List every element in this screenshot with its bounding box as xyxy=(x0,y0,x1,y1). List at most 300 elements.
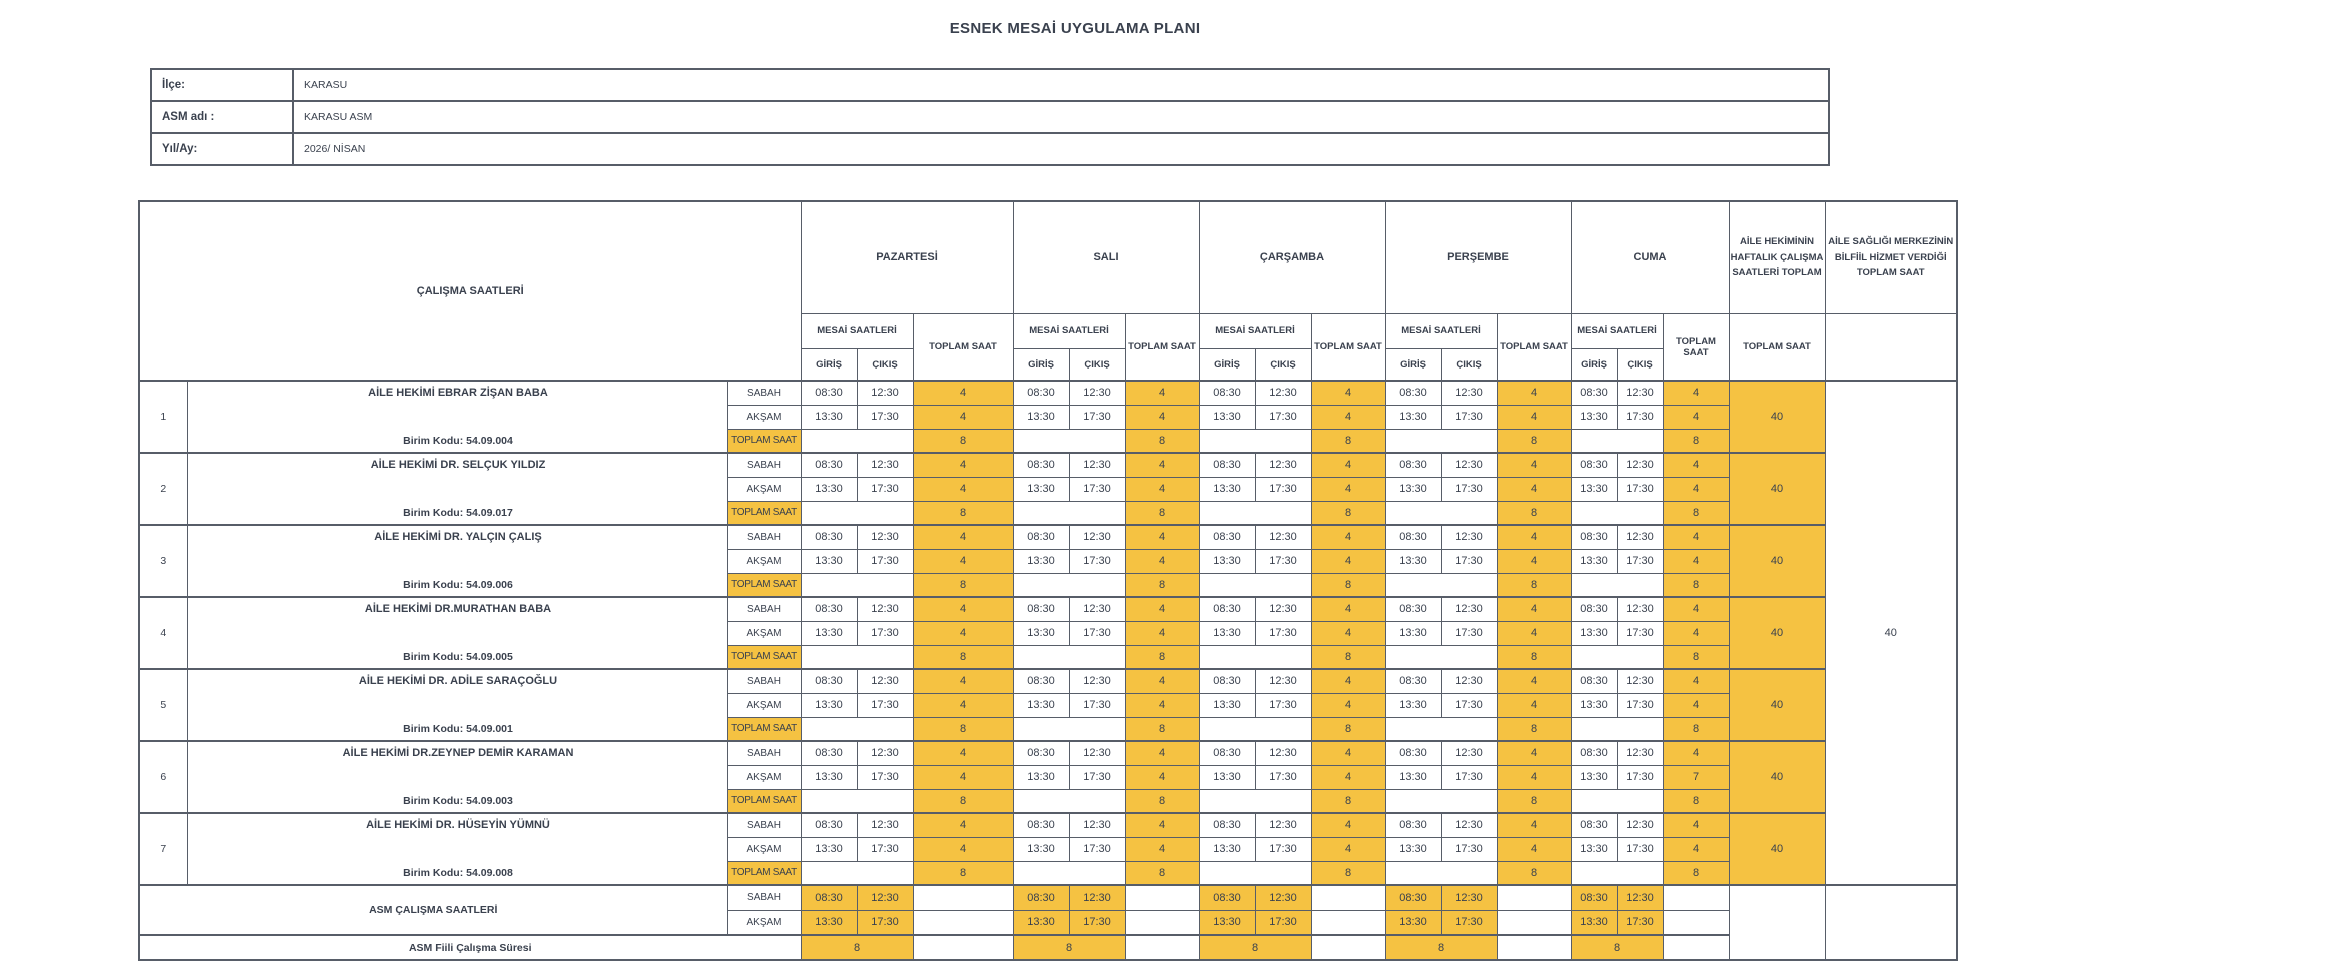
aksam-total-cell: 4 xyxy=(1663,621,1729,645)
sabah-total-cell: 4 xyxy=(1497,381,1571,405)
shift-label-aksam: AKŞAM xyxy=(727,837,801,861)
day-total-cell: 8 xyxy=(1497,573,1571,597)
aksam-total-cell: 4 xyxy=(1311,549,1385,573)
toplam-header-pazartesi: TOPLAM SAAT xyxy=(913,313,1013,381)
day-total-cell: 8 xyxy=(1125,645,1199,669)
aksam-giris-cell: 13:30 xyxy=(801,477,857,501)
empty-cell xyxy=(913,935,1013,960)
sabah-giris-cell: 08:30 xyxy=(801,381,857,405)
day-total-cell: 8 xyxy=(1311,861,1385,885)
info-value-asm-adi: KARASU ASM xyxy=(293,101,1829,133)
day-total-cell: 8 xyxy=(1497,429,1571,453)
doctor-name: AİLE HEKİMİ DR. SELÇUK YILDIZ xyxy=(370,459,546,471)
aksam-giris-cell: 13:30 xyxy=(1199,477,1255,501)
aksam-cikis-cell: 17:30 xyxy=(857,477,913,501)
sabah-giris-cell: 08:30 xyxy=(1571,669,1617,693)
empty-cell xyxy=(1571,789,1663,813)
shift-label-aksam: AKŞAM xyxy=(727,693,801,717)
sabah-total-cell: 4 xyxy=(1497,813,1571,837)
aksam-cikis-cell: 17:30 xyxy=(857,405,913,429)
aksam-total-cell: 4 xyxy=(913,621,1013,645)
asm-sabah-cikis-cell: 12:30 xyxy=(1441,885,1497,910)
shift-label-sabah: SABAH xyxy=(727,741,801,765)
day-total-cell: 8 xyxy=(1311,717,1385,741)
empty-cell xyxy=(1385,429,1497,453)
sabah-giris-cell: 08:30 xyxy=(1199,453,1255,477)
sabah-cikis-cell: 12:30 xyxy=(857,597,913,621)
sabah-giris-cell: 08:30 xyxy=(1013,525,1069,549)
sabah-cikis-cell: 12:30 xyxy=(1069,741,1125,765)
sabah-giris-cell: 08:30 xyxy=(1571,381,1617,405)
sabah-total-cell: 4 xyxy=(1497,669,1571,693)
aksam-total-cell: 4 xyxy=(1663,837,1729,861)
aksam-total-cell: 4 xyxy=(1311,693,1385,717)
info-row-ilce xyxy=(151,69,1829,101)
sabah-giris-cell: 08:30 xyxy=(1571,453,1617,477)
aksam-giris-cell: 13:30 xyxy=(1571,549,1617,573)
sabah-cikis-cell: 12:30 xyxy=(1255,597,1311,621)
aksam-total-cell: 4 xyxy=(1125,477,1199,501)
toplam-header-persembe: TOPLAM SAAT xyxy=(1497,313,1571,381)
day-total-cell: 8 xyxy=(1311,645,1385,669)
sabah-giris-cell: 08:30 xyxy=(801,741,857,765)
empty-cell xyxy=(1311,885,1385,910)
shift-label-toplam: TOPLAM SAAT xyxy=(727,861,801,885)
aksam-total-cell: 4 xyxy=(1497,837,1571,861)
aksam-total-cell: 4 xyxy=(1311,837,1385,861)
info-row-asm-adi xyxy=(151,101,1829,133)
info-label-asm-adi: ASM adı : xyxy=(151,101,293,133)
empty-cell xyxy=(801,573,913,597)
empty-cell xyxy=(1199,789,1311,813)
asm-aksam-giris-cell: 13:30 xyxy=(1571,910,1617,935)
empty-cell xyxy=(1199,645,1311,669)
empty-cell xyxy=(1571,573,1663,597)
sabah-giris-cell: 08:30 xyxy=(1385,813,1441,837)
sabah-cikis-cell: 12:30 xyxy=(1617,525,1663,549)
shift-label-sabah: SABAH xyxy=(727,885,801,910)
sabah-total-cell: 4 xyxy=(1663,525,1729,549)
giris-header: GİRİŞ xyxy=(1199,348,1255,381)
aksam-cikis-cell: 17:30 xyxy=(1441,477,1497,501)
aksam-total-cell: 4 xyxy=(913,765,1013,789)
aksam-cikis-cell: 17:30 xyxy=(1617,837,1663,861)
aksam-total-cell: 4 xyxy=(1497,693,1571,717)
empty-cell xyxy=(913,885,1013,910)
asm-daily-total-cell: 8 xyxy=(1199,935,1311,960)
unit-code: Birim Kodu: 54.09.004 xyxy=(403,435,513,447)
day-total-cell: 8 xyxy=(1663,789,1729,813)
toplam-header-carsamba: TOPLAM SAAT xyxy=(1311,313,1385,381)
sabah-giris-cell: 08:30 xyxy=(801,525,857,549)
day-total-cell: 8 xyxy=(1663,429,1729,453)
doctor-name: AİLE HEKİMİ EBRAR ZİŞAN BABA xyxy=(368,387,548,399)
sabah-cikis-cell: 12:30 xyxy=(1441,669,1497,693)
aksam-cikis-cell: 17:30 xyxy=(1441,693,1497,717)
aksam-total-cell: 4 xyxy=(1125,405,1199,429)
document-title: ESNEK MESAİ UYGULAMA PLANI xyxy=(949,20,1201,37)
empty-cell xyxy=(1497,935,1571,960)
sabah-cikis-cell: 12:30 xyxy=(857,669,913,693)
aksam-giris-cell: 13:30 xyxy=(1199,765,1255,789)
shift-label-aksam: AKŞAM xyxy=(727,765,801,789)
shift-label-aksam: AKŞAM xyxy=(727,549,801,573)
empty-cell xyxy=(1385,789,1497,813)
aksam-cikis-cell: 17:30 xyxy=(857,693,913,717)
sabah-cikis-cell: 12:30 xyxy=(1069,597,1125,621)
aksam-cikis-cell: 17:30 xyxy=(1617,621,1663,645)
aksam-total-cell: 4 xyxy=(1497,549,1571,573)
unit-code: Birim Kodu: 54.09.008 xyxy=(403,867,513,879)
aksam-cikis-cell: 17:30 xyxy=(1617,477,1663,501)
sabah-cikis-cell: 12:30 xyxy=(857,453,913,477)
shift-label-toplam: TOPLAM SAAT xyxy=(727,573,801,597)
sabah-cikis-cell: 12:30 xyxy=(1069,813,1125,837)
asm-aksam-cikis-cell: 17:30 xyxy=(857,910,913,935)
weekly-total-cell: 40 xyxy=(1729,525,1825,597)
doctor-name-cell xyxy=(187,741,727,813)
sabah-giris-cell: 08:30 xyxy=(1199,525,1255,549)
giris-header: GİRİŞ xyxy=(1385,348,1441,381)
doctor-name: AİLE HEKİMİ DR. ADİLE SARAÇOĞLU xyxy=(358,675,558,687)
empty-cell xyxy=(801,501,913,525)
day-total-cell: 8 xyxy=(1125,501,1199,525)
mesai-header-pazartesi: MESAİ SAATLERİ xyxy=(801,313,913,348)
doctor-name-cell xyxy=(187,597,727,669)
day-total-cell: 8 xyxy=(1663,573,1729,597)
sabah-giris-cell: 08:30 xyxy=(1571,741,1617,765)
aksam-cikis-cell: 17:30 xyxy=(1617,549,1663,573)
day-total-cell: 8 xyxy=(1497,861,1571,885)
weekly-total-cell: 40 xyxy=(1729,741,1825,813)
aksam-giris-cell: 13:30 xyxy=(801,405,857,429)
aksam-cikis-cell: 17:30 xyxy=(1255,765,1311,789)
info-row-yil-ay xyxy=(151,133,1829,165)
aksam-cikis-cell: 17:30 xyxy=(1069,693,1125,717)
empty-cell xyxy=(1385,501,1497,525)
sabah-giris-cell: 08:30 xyxy=(1199,741,1255,765)
sabah-giris-cell: 08:30 xyxy=(801,813,857,837)
sabah-total-cell: 4 xyxy=(1125,381,1199,405)
day-total-cell: 8 xyxy=(913,645,1013,669)
sabah-cikis-cell: 12:30 xyxy=(1069,525,1125,549)
shift-label-aksam: AKŞAM xyxy=(727,910,801,935)
asm-row-sabah xyxy=(139,885,1957,910)
weekly-total-cell: 40 xyxy=(1729,813,1825,885)
aksam-giris-cell: 13:30 xyxy=(1571,405,1617,429)
aksam-total-cell: 4 xyxy=(913,693,1013,717)
sabah-total-cell: 4 xyxy=(1663,669,1729,693)
sabah-cikis-cell: 12:30 xyxy=(857,741,913,765)
giris-header: GİRİŞ xyxy=(801,348,857,381)
asm-sabah-giris-cell: 08:30 xyxy=(1013,885,1069,910)
empty-cell xyxy=(1199,861,1311,885)
sabah-cikis-cell: 12:30 xyxy=(1255,381,1311,405)
info-label-yil-ay: Yıl/Ay: xyxy=(151,133,293,165)
sabah-giris-cell: 08:30 xyxy=(801,453,857,477)
shift-label-aksam: AKŞAM xyxy=(727,405,801,429)
sabah-giris-cell: 08:30 xyxy=(1199,597,1255,621)
aksam-total-cell: 4 xyxy=(913,477,1013,501)
aksam-cikis-cell: 17:30 xyxy=(1441,549,1497,573)
aksam-total-cell: 4 xyxy=(913,837,1013,861)
asm-sabah-cikis-cell: 12:30 xyxy=(1069,885,1125,910)
aksam-cikis-cell: 17:30 xyxy=(1441,405,1497,429)
mesai-header-persembe: MESAİ SAATLERİ xyxy=(1385,313,1497,348)
sabah-cikis-cell: 12:30 xyxy=(1617,669,1663,693)
aksam-cikis-cell: 17:30 xyxy=(857,837,913,861)
sabah-total-cell: 4 xyxy=(1125,741,1199,765)
aksam-giris-cell: 13:30 xyxy=(1013,477,1069,501)
doctor-name: AİLE HEKİMİ DR.MURATHAN BABA xyxy=(364,603,552,615)
aksam-giris-cell: 13:30 xyxy=(1571,621,1617,645)
empty-cell xyxy=(1571,861,1663,885)
asm-row-fiili xyxy=(139,935,1957,960)
empty-cell xyxy=(1199,717,1311,741)
asm-aksam-cikis-cell: 17:30 xyxy=(1069,910,1125,935)
sabah-giris-cell: 08:30 xyxy=(1385,669,1441,693)
day-total-cell: 8 xyxy=(1497,645,1571,669)
doctor-name-cell xyxy=(187,669,727,741)
empty-cell xyxy=(1497,885,1571,910)
sabah-giris-cell: 08:30 xyxy=(1013,741,1069,765)
sabah-giris-cell: 08:30 xyxy=(1385,453,1441,477)
asm-aksam-cikis-cell: 17:30 xyxy=(1617,910,1663,935)
doctor-name: AİLE HEKİMİ DR.ZEYNEP DEMİR KARAMAN xyxy=(342,747,574,759)
asm-sabah-giris-cell: 08:30 xyxy=(1571,885,1617,910)
weekly-total-cell: 40 xyxy=(1729,453,1825,525)
sabah-total-cell: 4 xyxy=(1125,813,1199,837)
sabah-total-cell: 4 xyxy=(1663,741,1729,765)
sabah-cikis-cell: 12:30 xyxy=(1069,381,1125,405)
sabah-cikis-cell: 12:30 xyxy=(1069,453,1125,477)
mesai-header-carsamba: MESAİ SAATLERİ xyxy=(1199,313,1311,348)
asm-aksam-giris-cell: 13:30 xyxy=(1199,910,1255,935)
cikis-header: ÇIKIŞ xyxy=(1255,348,1311,381)
asm-sabah-cikis-cell: 12:30 xyxy=(1617,885,1663,910)
empty-cell xyxy=(1125,935,1199,960)
sabah-cikis-cell: 12:30 xyxy=(1069,669,1125,693)
aksam-total-cell: 4 xyxy=(1311,621,1385,645)
sabah-total-cell: 4 xyxy=(1311,597,1385,621)
asm-aksam-cikis-cell: 17:30 xyxy=(1441,910,1497,935)
schedule-table xyxy=(138,200,1958,961)
day-total-cell: 8 xyxy=(1497,789,1571,813)
aksam-total-cell: 4 xyxy=(1663,477,1729,501)
aksam-cikis-cell: 17:30 xyxy=(1069,405,1125,429)
sabah-cikis-cell: 12:30 xyxy=(857,381,913,405)
aksam-total-cell: 4 xyxy=(1311,477,1385,501)
shift-label-sabah: SABAH xyxy=(727,381,801,405)
clinic-weekly-total-cell: 40 xyxy=(1825,381,1957,885)
empty-cell xyxy=(1497,910,1571,935)
sabah-cikis-cell: 12:30 xyxy=(1255,669,1311,693)
clinic-total-empty-subheader xyxy=(1825,313,1957,381)
cikis-header: ÇIKIŞ xyxy=(1617,348,1663,381)
sabah-cikis-cell: 12:30 xyxy=(1617,597,1663,621)
sabah-total-cell: 4 xyxy=(1311,453,1385,477)
doctor-row-sabah xyxy=(139,813,1957,837)
empty-cell xyxy=(1385,861,1497,885)
aksam-cikis-cell: 17:30 xyxy=(1255,477,1311,501)
sabah-total-cell: 4 xyxy=(1311,669,1385,693)
empty-cell xyxy=(1199,573,1311,597)
row-number: 4 xyxy=(139,597,187,669)
unit-code: Birim Kodu: 54.09.006 xyxy=(403,579,513,591)
sabah-cikis-cell: 12:30 xyxy=(1617,453,1663,477)
aksam-giris-cell: 13:30 xyxy=(801,837,857,861)
sabah-giris-cell: 08:30 xyxy=(1571,813,1617,837)
day-header-sali: SALI xyxy=(1013,201,1199,313)
sabah-total-cell: 4 xyxy=(1663,453,1729,477)
day-total-cell: 8 xyxy=(1497,717,1571,741)
doctor-row-sabah xyxy=(139,669,1957,693)
aksam-total-cell: 4 xyxy=(1125,693,1199,717)
weekly-total-cell: 40 xyxy=(1729,381,1825,453)
aksam-giris-cell: 13:30 xyxy=(1571,477,1617,501)
shift-label-toplam: TOPLAM SAAT xyxy=(727,717,801,741)
shift-label-aksam: AKŞAM xyxy=(727,621,801,645)
day-total-cell: 8 xyxy=(913,501,1013,525)
aksam-cikis-cell: 17:30 xyxy=(1255,621,1311,645)
day-header-cuma: CUMA xyxy=(1571,201,1729,313)
aksam-total-cell: 4 xyxy=(1497,405,1571,429)
unit-code: Birim Kodu: 54.09.017 xyxy=(403,507,513,519)
doctor-name-cell xyxy=(187,813,727,885)
doctor-row-sabah xyxy=(139,525,1957,549)
mesai-header-cuma: MESAİ SAATLERİ xyxy=(1571,313,1663,348)
weekly-total-header: AİLE HEKİMİNİN HAFTALIK ÇALIŞMA SAATLERİ TOPLAM xyxy=(1729,201,1825,313)
aksam-giris-cell: 13:30 xyxy=(1199,405,1255,429)
aksam-giris-cell: 13:30 xyxy=(1199,837,1255,861)
sabah-total-cell: 4 xyxy=(1311,741,1385,765)
empty-cell xyxy=(801,645,913,669)
giris-header: GİRİŞ xyxy=(1571,348,1617,381)
sabah-giris-cell: 08:30 xyxy=(1385,525,1441,549)
sabah-giris-cell: 08:30 xyxy=(1571,597,1617,621)
empty-cell xyxy=(1385,645,1497,669)
aksam-total-cell: 4 xyxy=(1125,621,1199,645)
day-total-cell: 8 xyxy=(1311,501,1385,525)
info-label-ilce: İlçe: xyxy=(151,69,293,101)
mesai-header-sali: MESAİ SAATLERİ xyxy=(1013,313,1125,348)
shift-label-toplam: TOPLAM SAAT xyxy=(727,429,801,453)
day-total-cell: 8 xyxy=(1311,429,1385,453)
aksam-giris-cell: 13:30 xyxy=(1385,549,1441,573)
sabah-total-cell: 4 xyxy=(1663,381,1729,405)
shift-label-sabah: SABAH xyxy=(727,525,801,549)
day-total-cell: 8 xyxy=(1125,717,1199,741)
empty-cell xyxy=(1013,501,1125,525)
aksam-giris-cell: 13:30 xyxy=(1199,621,1255,645)
day-total-cell: 8 xyxy=(1125,861,1199,885)
day-total-cell: 8 xyxy=(1125,789,1199,813)
aksam-total-cell: 4 xyxy=(1125,765,1199,789)
day-total-cell: 8 xyxy=(1125,429,1199,453)
sabah-cikis-cell: 12:30 xyxy=(1617,741,1663,765)
aksam-cikis-cell: 17:30 xyxy=(857,549,913,573)
sabah-total-cell: 4 xyxy=(913,669,1013,693)
empty-cell xyxy=(1663,885,1729,910)
row-number: 6 xyxy=(139,741,187,813)
day-total-cell: 8 xyxy=(1663,861,1729,885)
doctor-name-cell xyxy=(187,381,727,453)
empty-cell xyxy=(913,910,1013,935)
row-number: 7 xyxy=(139,813,187,885)
sabah-cikis-cell: 12:30 xyxy=(857,813,913,837)
aksam-total-cell: 7 xyxy=(1663,765,1729,789)
aksam-cikis-cell: 17:30 xyxy=(1069,477,1125,501)
aksam-total-cell: 4 xyxy=(913,549,1013,573)
sabah-cikis-cell: 12:30 xyxy=(1255,525,1311,549)
aksam-total-cell: 4 xyxy=(913,405,1013,429)
clinic-total-header: AİLE SAĞLIĞI MERKEZİNİN BİLFİİL HİZMET VERDİĞİ TOPLAM SAAT xyxy=(1825,201,1957,313)
aksam-cikis-cell: 17:30 xyxy=(1255,837,1311,861)
empty-cell xyxy=(1013,861,1125,885)
empty-cell xyxy=(1013,717,1125,741)
aksam-total-cell: 4 xyxy=(1497,621,1571,645)
aksam-giris-cell: 13:30 xyxy=(1013,693,1069,717)
doctor-name-cell xyxy=(187,525,727,597)
aksam-cikis-cell: 17:30 xyxy=(1617,405,1663,429)
aksam-cikis-cell: 17:30 xyxy=(1069,837,1125,861)
aksam-giris-cell: 13:30 xyxy=(801,549,857,573)
weekly-total-cell: 40 xyxy=(1729,669,1825,741)
day-total-cell: 8 xyxy=(1663,645,1729,669)
info-table xyxy=(150,68,1830,166)
empty-cell xyxy=(1571,429,1663,453)
empty-cell xyxy=(1013,645,1125,669)
shift-label-sabah: SABAH xyxy=(727,453,801,477)
aksam-giris-cell: 13:30 xyxy=(801,621,857,645)
sabah-cikis-cell: 12:30 xyxy=(1255,813,1311,837)
sabah-total-cell: 4 xyxy=(1497,525,1571,549)
empty-cell xyxy=(1663,935,1729,960)
asm-sabah-giris-cell: 08:30 xyxy=(1385,885,1441,910)
sabah-cikis-cell: 12:30 xyxy=(1617,813,1663,837)
sabah-total-cell: 4 xyxy=(1311,525,1385,549)
asm-aksam-giris-cell: 13:30 xyxy=(1013,910,1069,935)
empty-cell xyxy=(1729,885,1825,960)
sabah-total-cell: 4 xyxy=(913,381,1013,405)
aksam-cikis-cell: 17:30 xyxy=(1069,621,1125,645)
empty-cell xyxy=(1825,885,1957,960)
empty-cell xyxy=(1571,501,1663,525)
aksam-cikis-cell: 17:30 xyxy=(857,621,913,645)
aksam-cikis-cell: 17:30 xyxy=(1441,621,1497,645)
empty-cell xyxy=(1013,789,1125,813)
empty-cell xyxy=(801,861,913,885)
sabah-total-cell: 4 xyxy=(1311,813,1385,837)
aksam-total-cell: 4 xyxy=(1497,477,1571,501)
sabah-total-cell: 4 xyxy=(1663,597,1729,621)
aksam-cikis-cell: 17:30 xyxy=(1441,765,1497,789)
aksam-cikis-cell: 17:30 xyxy=(1617,765,1663,789)
aksam-giris-cell: 13:30 xyxy=(1571,765,1617,789)
shift-label-sabah: SABAH xyxy=(727,813,801,837)
day-total-cell: 8 xyxy=(913,789,1013,813)
sabah-total-cell: 4 xyxy=(913,597,1013,621)
sabah-cikis-cell: 12:30 xyxy=(1441,381,1497,405)
info-value-yil-ay: 2026/ NİSAN xyxy=(293,133,1829,165)
sabah-giris-cell: 08:30 xyxy=(1199,669,1255,693)
sabah-total-cell: 4 xyxy=(1497,453,1571,477)
sabah-giris-cell: 08:30 xyxy=(801,597,857,621)
corner-header: ÇALIŞMA SAATLERİ xyxy=(139,201,801,381)
sabah-cikis-cell: 12:30 xyxy=(1441,525,1497,549)
aksam-giris-cell: 13:30 xyxy=(1199,549,1255,573)
sabah-giris-cell: 08:30 xyxy=(1571,525,1617,549)
